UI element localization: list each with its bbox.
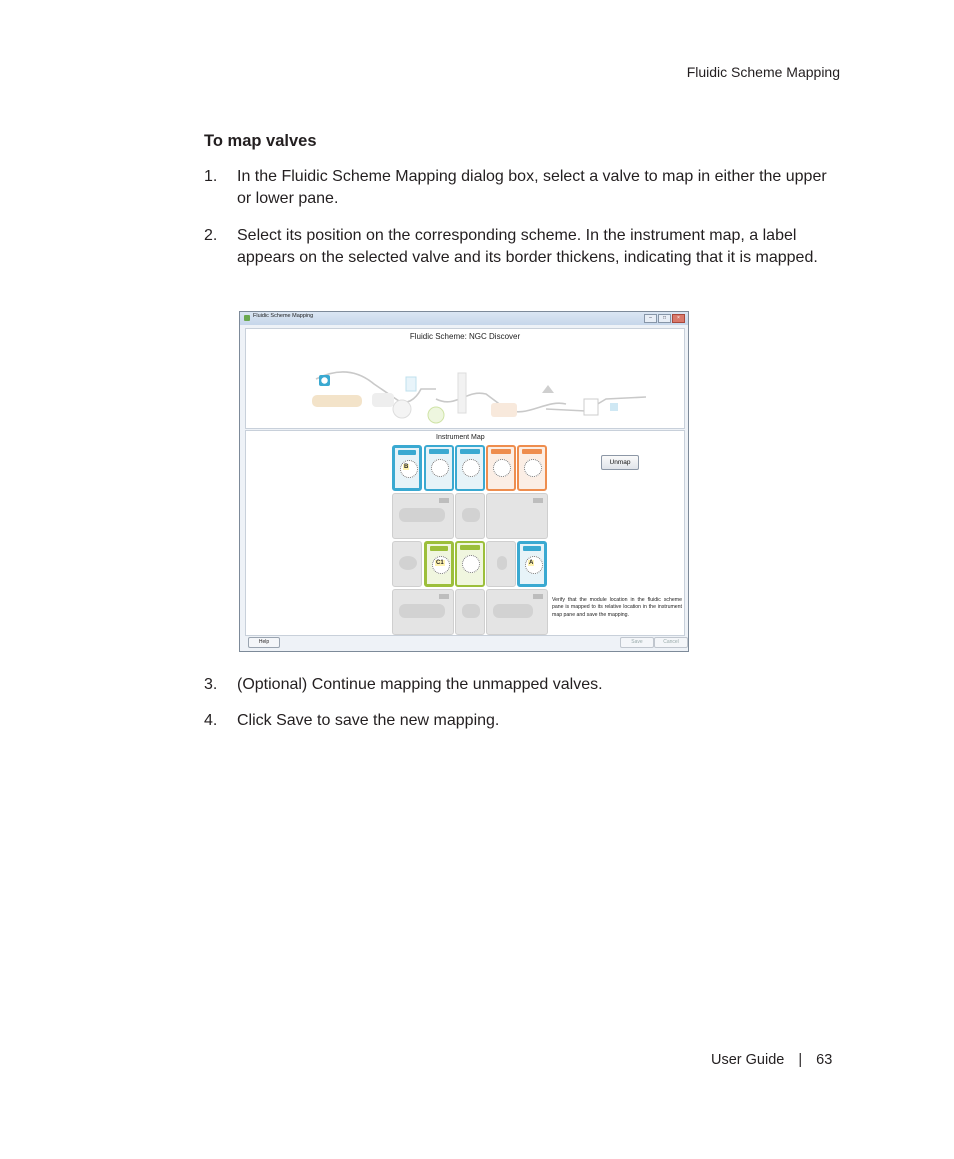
- empty-slot: [455, 589, 485, 635]
- step-number: 4.: [204, 712, 218, 729]
- scheme-modules: [312, 373, 618, 423]
- valve-dial-icon: [493, 459, 511, 477]
- pump-head-icon: [493, 604, 533, 618]
- help-button[interactable]: Help: [248, 637, 280, 648]
- slot-tag: [439, 594, 449, 599]
- fluidic-scheme-mapping-screenshot: [239, 311, 689, 652]
- page-number: 63: [816, 1052, 833, 1068]
- pump-head-icon: [399, 604, 445, 618]
- slot-tag: [533, 594, 543, 599]
- empty-slot: [486, 589, 548, 635]
- valve-module-icon: [428, 407, 444, 423]
- valve-slot[interactable]: [424, 445, 454, 491]
- pump-module-icon: [372, 393, 394, 407]
- module-icon: [399, 556, 417, 570]
- sensor-icon: [406, 377, 416, 391]
- save-button[interactable]: Save: [620, 637, 654, 648]
- instrument-map-title: Instrument Map: [436, 434, 485, 441]
- valve-label: A: [529, 560, 534, 566]
- dialog-button-bar: [240, 635, 688, 651]
- valve-cap: [398, 450, 416, 455]
- empty-slot: [486, 541, 516, 587]
- maximize-icon[interactable]: □: [658, 314, 671, 323]
- valve-cap: [460, 545, 480, 550]
- page-footer: [711, 1052, 832, 1068]
- close-icon[interactable]: ×: [672, 314, 685, 323]
- valve-label: B: [404, 464, 409, 470]
- step-text: Click Save to save the new mapping.: [237, 712, 500, 729]
- footer-separator: |: [798, 1052, 803, 1068]
- instrument-map-pane[interactable]: [245, 430, 685, 636]
- valve-cap: [430, 546, 448, 551]
- cancel-button[interactable]: Cancel: [654, 637, 688, 648]
- valve-label: C1: [436, 560, 444, 566]
- fluidic-scheme-pane[interactable]: [245, 328, 685, 429]
- detector-icon: [491, 403, 517, 417]
- step-number: 2.: [204, 227, 218, 244]
- mixer-icon: [393, 400, 411, 418]
- empty-slot: [392, 493, 454, 539]
- valve-slot[interactable]: [455, 445, 485, 491]
- outlet-valve-icon: [542, 385, 554, 393]
- fluidic-scheme-diagram: [246, 329, 684, 428]
- window-controls: [644, 314, 685, 323]
- valve-dial-icon: [462, 459, 480, 477]
- valve-slot[interactable]: [517, 445, 547, 491]
- module-icon: [462, 508, 480, 522]
- valve-dial-icon: [431, 459, 449, 477]
- valve-slot[interactable]: [486, 445, 516, 491]
- verification-note: Verify that the module location in the fluidic scheme pane is mapped to its relative location in the instrument map pane and save the mapping.: [552, 597, 682, 618]
- app-icon: [244, 315, 250, 321]
- empty-slot: [392, 589, 454, 635]
- step-number: 3.: [204, 676, 218, 693]
- pump-head-icon: [399, 508, 445, 522]
- valve-cap: [522, 449, 542, 454]
- running-head: Fluidic Scheme Mapping: [686, 64, 840, 80]
- valve-dial-icon: [524, 459, 542, 477]
- module-icon: [462, 604, 480, 618]
- valve-cap: [523, 546, 541, 551]
- valve-dial-icon: [462, 555, 480, 573]
- waste-icon: [610, 403, 618, 411]
- slot-tag: [533, 498, 543, 503]
- slot-tag: [439, 498, 449, 503]
- scheme-title: Fluidic Scheme: NGC Discover: [409, 332, 521, 341]
- empty-slot: [486, 493, 548, 539]
- step-2: [204, 225, 844, 269]
- dialog-title: Fluidic Scheme Mapping: [253, 313, 314, 319]
- fraction-collector-icon: [584, 399, 598, 415]
- step-3: [204, 674, 844, 696]
- step-text: (Optional) Continue mapping the unmapped valves.: [237, 676, 603, 693]
- footer-label: User Guide: [711, 1052, 785, 1068]
- valve-cap: [460, 449, 480, 454]
- valve-cap: [429, 449, 449, 454]
- valve-slot-c1[interactable]: [424, 541, 454, 587]
- step-1: [204, 166, 844, 210]
- valve-cap: [491, 449, 511, 454]
- step-text: Select its position on the corresponding scheme. In the instrument map, a label appears on the selected valve and its border thickens, indicating that it is mapped.: [237, 227, 818, 266]
- empty-slot: [392, 541, 422, 587]
- pump-module-icon: [312, 395, 362, 407]
- valve-slot-a[interactable]: [517, 541, 547, 587]
- minimize-icon[interactable]: –: [644, 314, 657, 323]
- dialog-titlebar: [240, 312, 688, 325]
- section-heading: To map valves: [204, 132, 317, 150]
- valve-slot[interactable]: [455, 541, 485, 587]
- empty-slot: [455, 493, 485, 539]
- module-icon: [497, 556, 507, 570]
- step-text: In the Fluidic Scheme Mapping dialog box, select a valve to map in either the upper or lower pane.: [237, 168, 827, 207]
- step-4: [204, 710, 844, 732]
- unmap-button[interactable]: Unmap: [601, 455, 639, 470]
- valve-slot-b[interactable]: [392, 445, 422, 491]
- column-icon: [458, 373, 466, 413]
- step-number: 1.: [204, 168, 218, 185]
